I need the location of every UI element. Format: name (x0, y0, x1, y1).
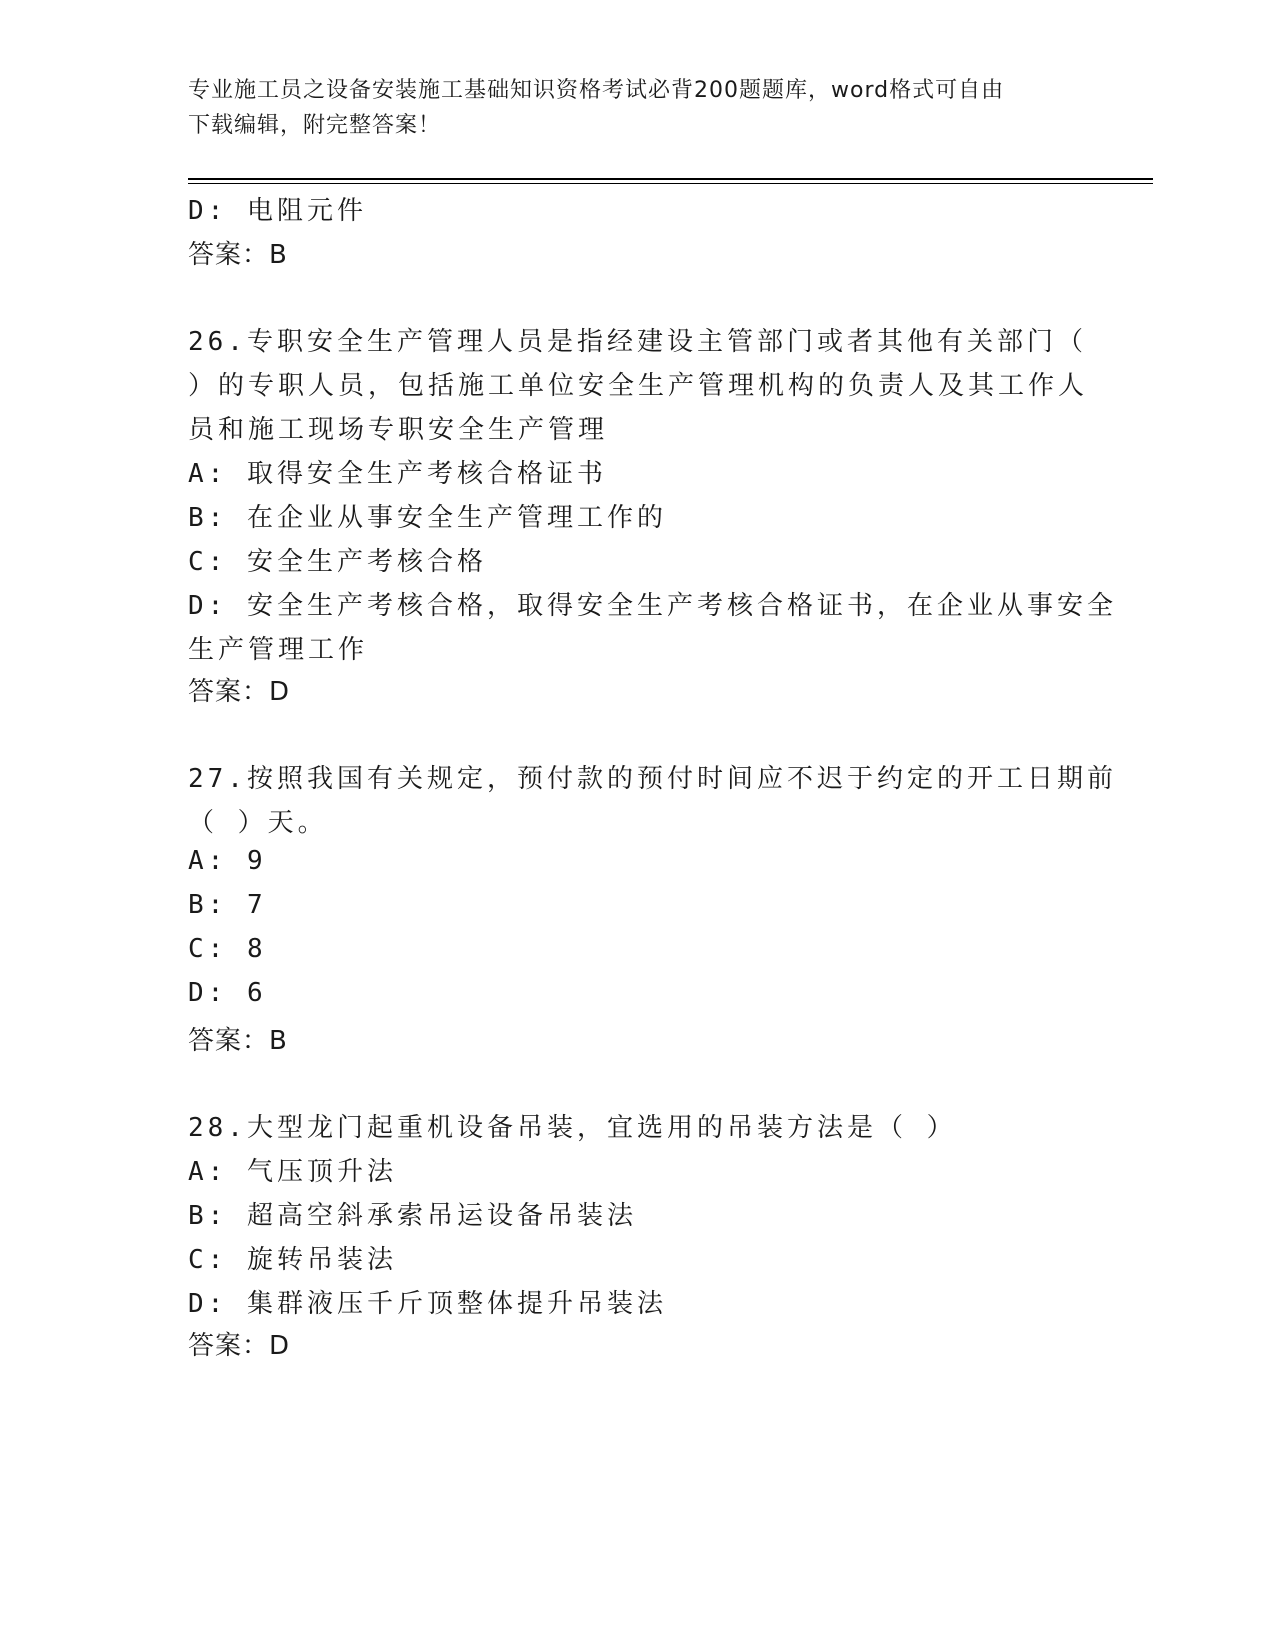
header-line-1: 专业施工员之设备安装施工基础知识资格考试必背200题题库，word格式可自由 (188, 78, 1005, 103)
q27-answer: 答案：B (188, 1026, 288, 1056)
prev-option-d: D: 电阻元件 (188, 196, 367, 226)
q27-stem-line-2: （ ）天。 (188, 808, 328, 838)
q26-option-a: A: 取得安全生产考核合格证书 (188, 459, 607, 489)
q28-answer: 答案：D (188, 1331, 291, 1361)
q26-answer: 答案：D (188, 677, 291, 707)
q27-stem-line-1: 27.按照我国有关规定，预付款的预付时间应不迟于约定的开工日期前 (188, 764, 1117, 794)
q26-option-d-line-2: 生产管理工作 (188, 635, 369, 665)
header-rule-thick (188, 178, 1153, 180)
q26-stem-line-1: 26.专职安全生产管理人员是指经建设主管部门或者其他有关部门（ (188, 327, 1087, 357)
document-header (188, 73, 1068, 143)
q28-option-b: B: 超高空斜承索吊运设备吊装法 (188, 1201, 637, 1231)
q26-stem-line-3: 员和施工现场专职安全生产管理 (188, 415, 609, 445)
q28-option-d: D: 集群液压千斤顶整体提升吊装法 (188, 1289, 667, 1319)
q26-option-c: C: 安全生产考核合格 (188, 547, 487, 577)
q26-stem-line-2: ）的专职人员，包括施工单位安全生产管理机构的负责人及其工作人 (188, 371, 1089, 401)
q28-stem-line-1: 28.大型龙门起重机设备吊装，宜选用的吊装方法是（ ） (188, 1113, 957, 1143)
q27-option-a: A: 9 (188, 846, 267, 876)
q28-option-c: C: 旋转吊装法 (188, 1245, 397, 1275)
q26-option-b: B: 在企业从事安全生产管理工作的 (188, 503, 667, 533)
prev-answer: 答案：B (188, 240, 288, 270)
header-line-2: 下载编辑，附完整答案！ (188, 113, 442, 138)
q28-option-a: A: 气压顶升法 (188, 1157, 397, 1187)
header-rule-thin (188, 183, 1153, 184)
q26-option-d-line-1: D: 安全生产考核合格，取得安全生产考核合格证书，在企业从事安全 (188, 591, 1117, 621)
q27-option-c: C: 8 (188, 934, 267, 964)
q27-option-d: D: 6 (188, 978, 267, 1008)
q27-option-b: B: 7 (188, 890, 267, 920)
